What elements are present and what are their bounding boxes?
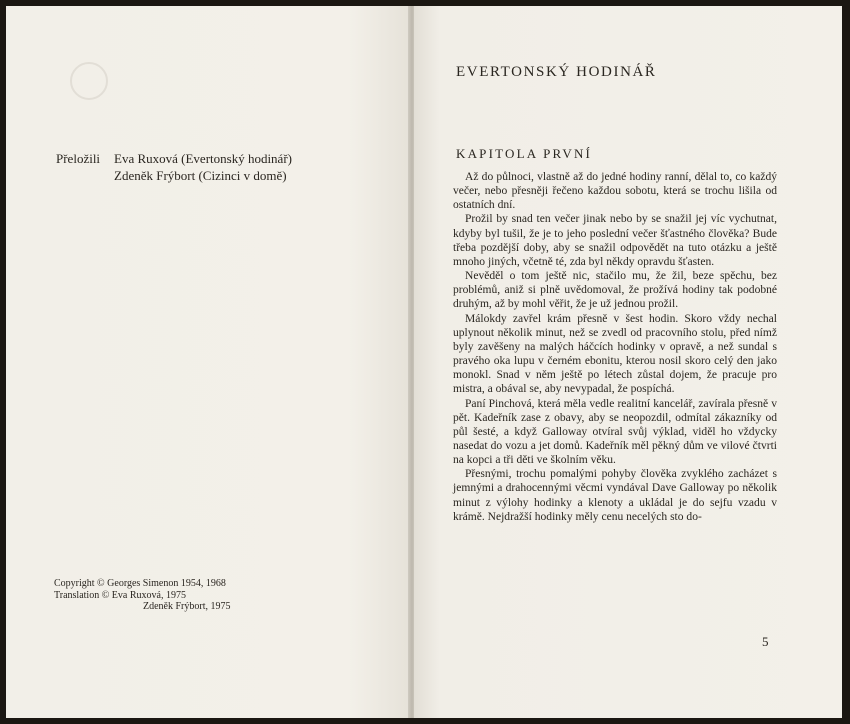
chapter-heading: KAPITOLA PRVNÍ <box>456 146 593 161</box>
chapter-body <box>453 170 777 524</box>
translator-line-2: Zdeněk Frýbort (Cizinci v domě) <box>114 168 287 183</box>
translator-line-1: Eva Ruxová (Evertonský hodinář) <box>114 151 292 166</box>
copyright-notice <box>54 578 231 613</box>
page-number: 5 <box>762 634 769 649</box>
paragraph: Málokdy zavřel krám přesně v šest hodin. Skoro vždy nechal uplynout několik minut, než se zvedl od pracovního stolu, před nímž byly zavěšeny na malých háčcích hodinky v opravě, a než sundal s pravého oka lupu v černém ebonitu, kterou nosil skoro celý den jako monokl. Snad v něm ještě po létech zůstal dojem, že pracuje pro mistra, a obával se, aby nevypadal, že pospíchá. <box>453 312 778 396</box>
paragraph: Prožil by snad ten večer jinak nebo by se snažil jej víc vychutnat, kdyby byl tušil, že je to jeho poslední večer šťastného člověka? Bude třeba pozdější doby, aby se snažil odpovědět na tuto otázku a ještě mnoho jiných, včetně té, zda byl někdy opravdu šťasten. <box>453 213 778 268</box>
paragraph: Paní Pinchová, která měla vedle realitní kancelář, zavírala přesně v pět. Kadeřník zase z obavy, aby se neopozdil, odmítal zákazníky od půl šesté, a když Galloway otvíral svůj výklad, viděl ho vždycky nasedat do vozu a jet domů. Kadeřník měl pěkný dům ve vilové čtvrti na kopci a tři děti ve školním věku. <box>453 397 778 467</box>
paragraph: Přesnými, trochu pomalými pohyby člověka zvyklého zacházet s jemnými a drahocennými věcmi vyndával Dave Galloway po několik minut z výlohy hodinky a klenoty a ukládal je do sejfu vzadu v krámě. Nejdražší hodinky měly cenu necelých sto do- <box>453 468 777 523</box>
translator-credits <box>56 150 292 184</box>
book-title: EVERTONSKÝ HODINÁŘ <box>456 64 657 80</box>
copyright-line-3: Zdeněk Frýbort, 1975 <box>143 601 231 612</box>
copyright-line-1: Copyright © Georges Simenon 1954, 1968 <box>54 578 226 589</box>
show-through-mark <box>70 62 108 100</box>
translators-label: Přeložili <box>56 151 101 166</box>
copyright-line-2: Translation © Eva Ruxová, 1975 <box>54 589 186 601</box>
paragraph: Nevěděl o tom ještě nic, stačilo mu, že žil, beze spěchu, bez problémů, aniž si plně uvědomoval, že prožívá hodiny tak podobné druhým, až by mohl věřit, že je už jednou prožil. <box>453 270 778 311</box>
paragraph: Až do půlnoci, vlastně až do jedné hodiny ranní, dělal to, co každý večer, nebo přesněji řečeno každou sobotu, která se trochu lišila od ostatních dní. <box>453 171 778 212</box>
